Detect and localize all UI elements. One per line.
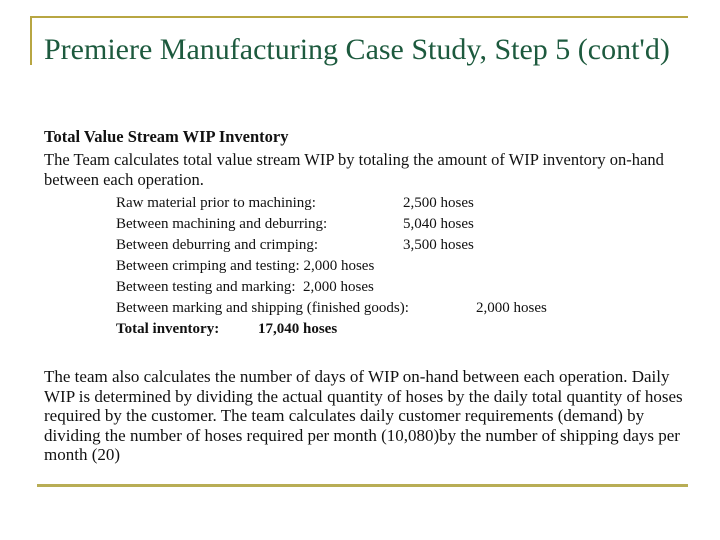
- item-label: Between machining and deburring:: [116, 216, 328, 232]
- total-row: [116, 321, 338, 342]
- list-item: [116, 300, 547, 321]
- item-value: 2,000 hoses: [476, 300, 547, 316]
- intro-text: The Team calculates total value stream WIP by totaling the amount of WIP inventory on-hand between each operation.: [44, 150, 664, 189]
- list-item: [116, 237, 474, 258]
- total-label: Total inventory:: [116, 321, 220, 337]
- list-item: [116, 195, 474, 216]
- list-item: [116, 279, 374, 300]
- item-value: 2,500 hoses: [403, 195, 474, 211]
- item-label: Raw material prior to machining:: [116, 195, 316, 211]
- section-heading: Total Value Stream WIP Inventory: [44, 127, 289, 146]
- top-rule: [30, 16, 688, 18]
- body-paragraph: The team also calculates the number of days of WIP on-hand between each operation. Daily WIP is determined by dividing the actual quantity of hoses by the daily total quantity of hoses required by the customer. The team calculates daily customer requirements (demand) by dividing the number of hoses required per month (10,080)by the number of shipping days per month (20): [44, 367, 683, 464]
- item-value: 2,000 hoses: [303, 279, 374, 295]
- item-value: 2,000 hoses: [303, 258, 375, 274]
- bottom-rule: [37, 484, 688, 487]
- list-item: [116, 216, 474, 237]
- slide-title: Premiere Manufacturing Case Study, Step 5 (cont'd): [44, 33, 670, 66]
- total-value: 17,040 hoses: [258, 321, 338, 337]
- item-value: 5,040 hoses: [403, 216, 474, 232]
- list-item: [116, 258, 374, 279]
- item-label: Between testing and marking:: [116, 279, 296, 295]
- left-rule: [30, 16, 32, 65]
- item-label: Between deburring and crimping:: [116, 237, 319, 253]
- item-value: 3,500 hoses: [403, 237, 474, 253]
- item-label: Between marking and shipping (finished goods):: [116, 300, 409, 316]
- item-label: Between crimping and testing:: [116, 258, 300, 274]
